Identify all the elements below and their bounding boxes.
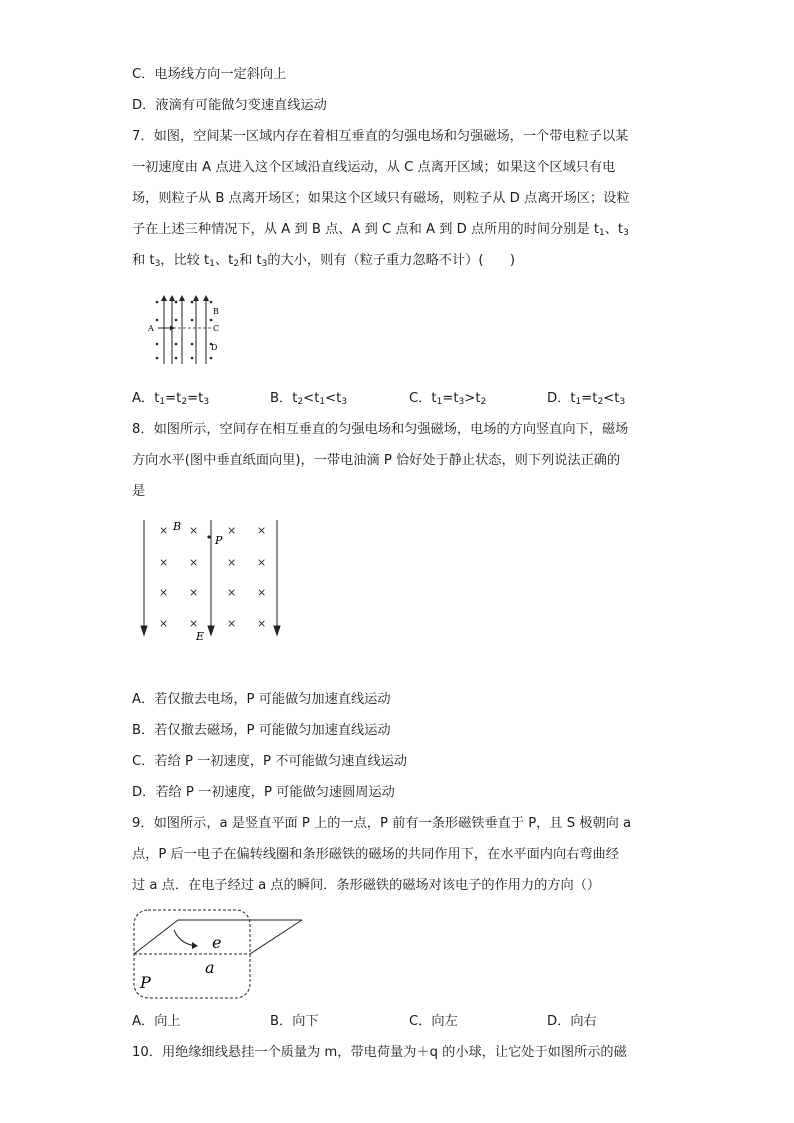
q8-label-e: E — [196, 630, 205, 643]
q6-option-d: D．液滴有可能做匀变速直线运动 — [132, 98, 327, 113]
q7-stem-line-2: 一初速度由 A 点进入这个区域沿直线运动，从 C 点离开区域；如果这个区域只有电 — [132, 160, 616, 175]
q8-stem-line-1: 8．如图所示，空间存在相互垂直的匀强电场和匀强磁场，电场的方向竖直向下，磁场 — [132, 422, 629, 437]
q7-field-diagram — [140, 292, 230, 368]
q9-stem-line-1: 9．如图所示，a 是竖直平面 P 上的一点，P 前有一条形磁铁垂直于 P，且 S 极朝向 a — [132, 816, 632, 831]
q8-cross: × — [189, 556, 199, 569]
q8-option-d: D．若给 P 一初速度，P 可能做匀速圆周运动 — [132, 785, 395, 800]
q7-label-b: B — [213, 307, 219, 316]
q8-option-b: B．若仅撤去磁场，P 可能做匀加速直线运动 — [132, 723, 391, 738]
q6-option-c: C．电场线方向一定斜向上 — [132, 67, 287, 82]
q8-cross: × — [227, 617, 237, 630]
q8-cross: × — [189, 524, 199, 537]
q7-option-a: A．$t_1=t_2=t_3$ — [132, 391, 210, 407]
q8-cross: × — [227, 524, 237, 537]
q8-field-diagram — [138, 516, 288, 646]
q9-stem-line-2: 点，P 后一电子在偏转线圈和条形磁铁的磁场的共同作用下，在水平面内向右弯曲经 — [132, 847, 619, 862]
q8-cross: × — [159, 617, 169, 630]
q8-cross: × — [257, 586, 267, 599]
q9-label-a: a — [205, 958, 215, 977]
q9-option-d: D．向右 — [547, 1014, 597, 1029]
q8-cross: × — [227, 556, 237, 569]
q8-cross: × — [159, 586, 169, 599]
q9-label-e: e — [212, 933, 222, 952]
q9-option-a: A．向上 — [132, 1014, 181, 1029]
q7-stem-line-1: 7．如图，空间某一区域内存在着相互垂直的匀强电场和匀强磁场，一个带电粒子以某 — [132, 129, 629, 144]
q8-stem-line-3: 是 — [132, 484, 146, 499]
q8-label-b: B — [173, 520, 182, 533]
q9-plane-diagram — [130, 906, 310, 1002]
q8-cross: × — [257, 617, 267, 630]
q8-cross: × — [257, 524, 267, 537]
q8-cross: × — [159, 524, 169, 537]
q8-option-a: A．若仅撤去电场，P 可能做匀加速直线运动 — [132, 692, 391, 707]
q7-option-d: D．$t_1=t_2<t_3$ — [547, 391, 626, 407]
q7-stem-line-3: 场，则粒子从 B 点离开场区；如果这个区域只有磁场，则粒子从 D 点离开场区；设粒 — [132, 191, 630, 206]
q7-label-c: C — [213, 324, 220, 333]
q10-stem-line-1: 10．用绝缘细线悬挂一个质量为 m，带电荷量为＋q 的小球，让它处于如图所示的磁 — [132, 1045, 627, 1060]
q8-cross: × — [257, 556, 267, 569]
q9-option-c: C．向左 — [409, 1014, 458, 1029]
q7-stem-line-5: 和 $t_3$，比较 $t_1$、$t_2$和 $t_3$的大小，则有（粒子重力忽略不计）( ) — [132, 253, 516, 269]
q9-label-p: P — [140, 973, 151, 992]
q8-cross: × — [159, 556, 169, 569]
q7-option-b: B．$t_2<t_1<t_3$ — [270, 391, 348, 407]
q7-stem-line-4: 子在上述三种情况下，从 A 到 B 点、A 到 C 点和 A 到 D 点所用的时间分别是 $t_1$、$t_3$ — [132, 222, 629, 238]
q8-cross: × — [189, 586, 199, 599]
q9-stem-line-3: 过 a 点．在电子经过 a 点的瞬间．条形磁铁的磁场对该电子的作用力的方向（） — [132, 878, 601, 893]
q8-label-p: P — [215, 534, 223, 547]
q7-label-d: D — [211, 343, 218, 352]
q9-option-b: B．向下 — [270, 1014, 319, 1029]
q7-option-c: C．$t_1=t_3>t_2$ — [409, 391, 487, 407]
q8-option-c: C．若给 P 一初速度，P 不可能做匀速直线运动 — [132, 754, 408, 769]
q8-stem-line-2: 方向水平(图中垂直纸面向里)，一带电油滴 P 恰好处于静止状态，则下列说法正确的 — [132, 453, 621, 468]
q8-cross: × — [189, 617, 199, 630]
q7-label-a: A — [148, 324, 154, 333]
q8-cross: × — [227, 586, 237, 599]
